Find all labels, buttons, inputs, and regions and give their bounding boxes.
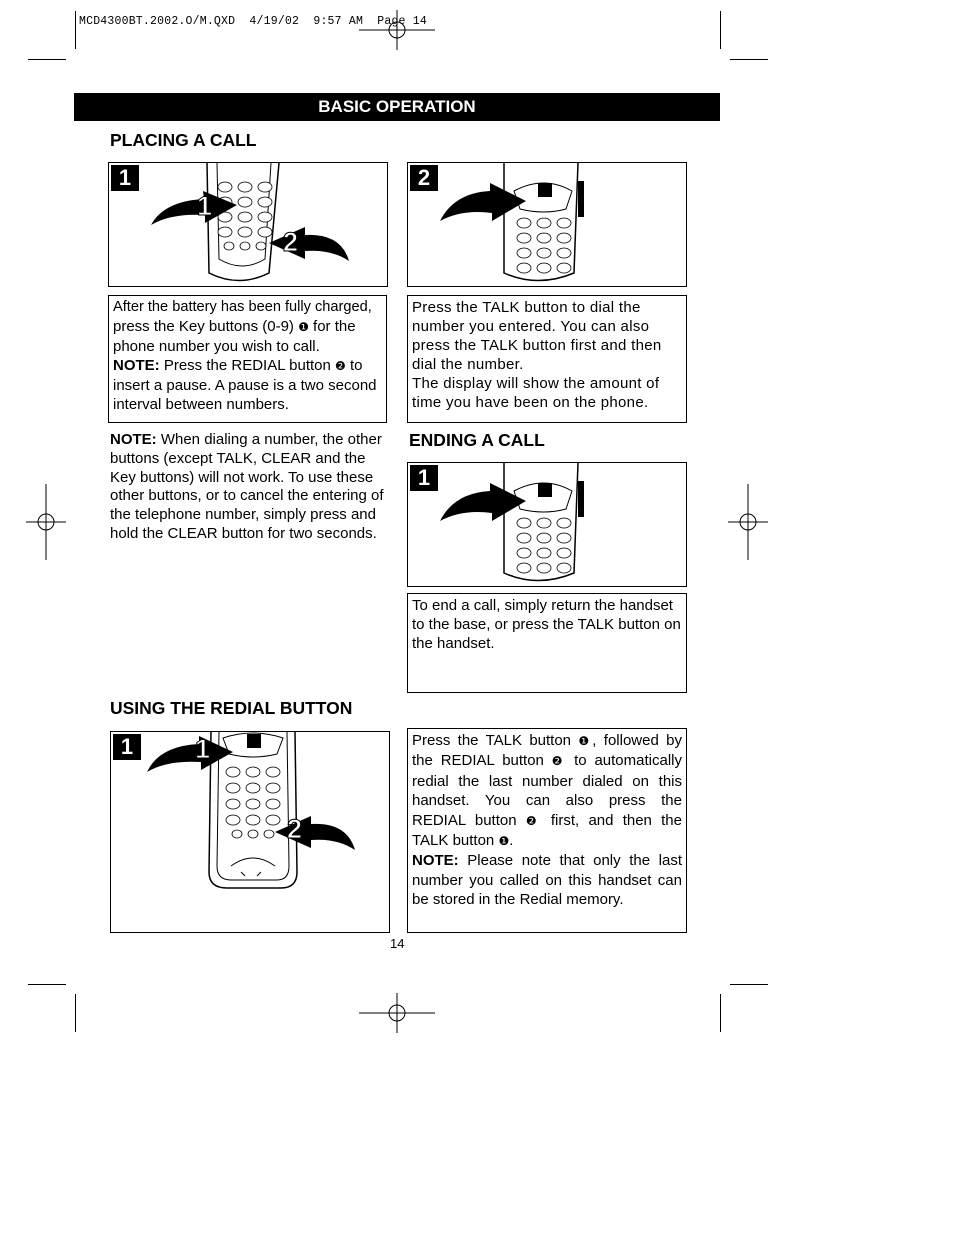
crop-mark-br-h — [730, 984, 768, 985]
note-label: NOTE: — [412, 852, 459, 870]
crop-mark-tl-v — [75, 11, 76, 49]
handset-talk-button-illustration — [408, 463, 686, 586]
redial-text-3: to automatically redial the last number dialed on this handset. You can also press the REDIAL button — [412, 752, 682, 829]
page-number: 14 — [390, 936, 405, 951]
step-number-badge: 2 — [410, 165, 438, 191]
redial-text-2: , followed by the REDIAL button — [412, 732, 682, 770]
step-number-badge: 1 — [113, 734, 141, 760]
callout-number-1: 1 — [195, 734, 211, 764]
number-marker-1: ❶ — [498, 834, 510, 849]
placing-step1-text-b: for the phone number you wish to call. — [113, 318, 356, 355]
registration-mark-bottom — [359, 993, 435, 1033]
number-marker-1: ❶ — [298, 320, 309, 334]
placing-step2-text — [407, 295, 687, 423]
callout-number-2: 2 — [283, 227, 299, 257]
placing-call-heading: PLACING A CALL — [110, 130, 257, 150]
crop-mark-bl-h — [28, 984, 66, 985]
redial-step1-text — [407, 728, 687, 933]
number-marker-2: ❷ — [335, 359, 346, 373]
step-number-badge: 1 — [410, 465, 438, 491]
crop-mark-br-v — [720, 994, 721, 1032]
placing-note-paragraph — [110, 431, 388, 544]
crop-mark-bl-v — [75, 994, 76, 1032]
print-slug-line: MCD4300BT.2002.O/M.QXD 4/19/02 9:57 AM Page 14 — [79, 15, 427, 28]
placing-step2-extra: The display will show the amount of time you have been on the phone. — [412, 375, 660, 411]
crop-mark-tr-h — [730, 59, 768, 60]
ending-call-heading: ENDING A CALL — [409, 430, 545, 450]
number-marker-1: ❶ — [578, 734, 593, 748]
placing-step1-text — [108, 295, 387, 423]
placing-step1-note-b: to insert a pause. A pause is a two second interval between numbers. — [113, 357, 377, 413]
redial-text-4: first, and then the TALK button — [412, 811, 682, 850]
ending-step1-figure — [407, 462, 687, 587]
redial-text-5: . — [509, 832, 514, 850]
placing-step2-figure — [407, 162, 687, 287]
note-label: NOTE: — [113, 357, 160, 374]
placing-note-text: When dialing a number, the other buttons (except TALK, CLEAR and the Key buttons) will not work. To use these other buttons, or to cancel the entering of the telephone number, simply press and hold the CLEAR button for two seconds. — [110, 431, 384, 542]
number-marker-2: ❷ — [525, 813, 542, 828]
crop-mark-tl-h — [28, 59, 66, 60]
crop-mark-tr-v — [720, 11, 721, 49]
ending-step1-body: To end a call, simply return the handset to the base, or press the TALK button on the handset. — [412, 597, 681, 652]
redial-text-1: Press the TALK button — [412, 732, 579, 749]
placing-step1-text-a: press the Key buttons (0-9) — [113, 318, 299, 335]
redial-note-text: Please note that only the last number you called on this handset can be stored in the Redial memory. — [412, 852, 682, 909]
placing-step1-note-a: Press the REDIAL button — [159, 357, 336, 374]
handset-redial-illustration — [111, 732, 389, 932]
placing-step1-line1: After the battery has been fully charged, — [113, 299, 372, 315]
section-header-bar: BASIC OPERATION — [74, 93, 720, 121]
redial-step1-figure — [110, 731, 390, 933]
step-number-badge: 1 — [111, 165, 139, 191]
registration-mark-right — [728, 484, 768, 560]
callout-number-1: 1 — [197, 191, 213, 221]
placing-step2-body: Press the TALK button to dial the number you entered. You can also press the TALK button first and then dial the number. — [412, 299, 662, 373]
placing-step1-figure — [108, 162, 388, 287]
registration-mark-left — [26, 484, 66, 560]
handset-talk-button-illustration — [408, 163, 686, 286]
redial-heading: USING THE REDIAL BUTTON — [110, 698, 353, 718]
ending-step1-text — [407, 593, 687, 693]
number-marker-2: ❷ — [551, 754, 567, 769]
callout-number-2: 2 — [287, 814, 303, 844]
handset-keypad-illustration — [109, 163, 387, 286]
note-label: NOTE: — [110, 431, 157, 448]
